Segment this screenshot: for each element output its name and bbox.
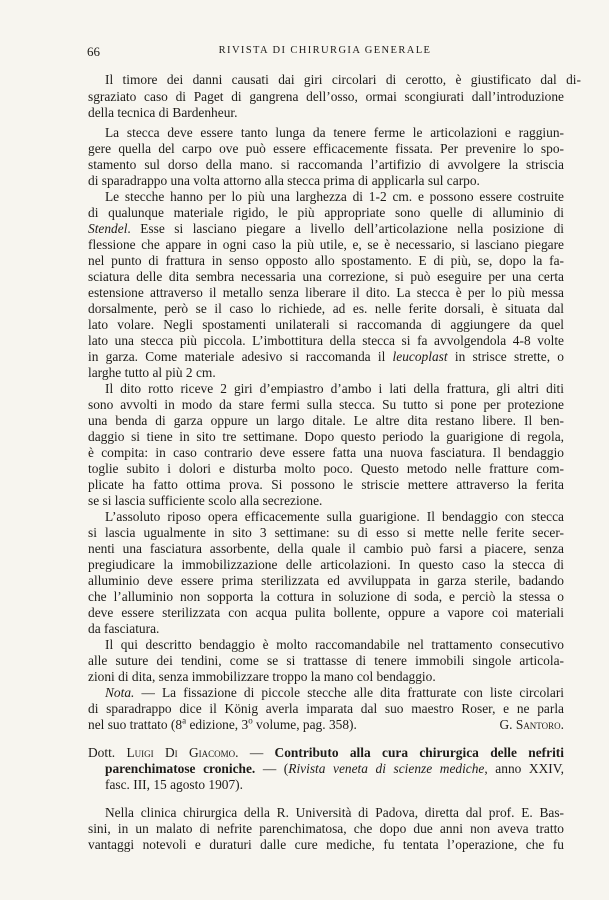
text-run: di sparadrappo una volta attorno alla stecca prima di applicarla sul carpo.: [88, 173, 480, 188]
text-run: Rivista veneta di scienze mediche: [288, 761, 485, 776]
text-run: lato volare. Negli spostamenti unilaterali si raccomanda di aggiungere da quel: [88, 317, 564, 332]
text-line: [88, 573, 564, 589]
text-run: Stendel: [88, 221, 128, 236]
text-run: volume, pag. 358).: [252, 717, 357, 732]
text-run: Dott.: [88, 745, 127, 760]
text-run: lato una stecca più piccola. L’imbottitura della stecca si fa avvolgendola 4-8 volte: [88, 333, 564, 348]
text-run: , anno XXIV,: [484, 761, 564, 776]
text-run: larghe tutto al più 2 cm.: [88, 365, 216, 380]
text-line: [88, 269, 564, 285]
text-line: [88, 621, 183, 637]
text-run: toglie subito i dolori e disturba molto poco. Questo metodo nelle fratture com-: [88, 461, 564, 476]
text-line: [88, 701, 564, 717]
text-line: [88, 349, 564, 365]
text-run: Nota.: [105, 685, 135, 700]
text-run: Luigi Di Giacomo: [126, 745, 236, 760]
text-line: [88, 493, 373, 509]
text-run: leucoplast: [392, 349, 448, 364]
text-run: di qualunque materiale rigido, le più appropriate sono quelle di alluminio di: [88, 205, 564, 220]
text-line: [105, 685, 564, 701]
text-line: [88, 589, 564, 605]
text-run: si lascia ugualmente in sito 3 settimane: su di esso si mette nelle ferite secer-: [88, 525, 564, 540]
text-line: [88, 141, 564, 157]
text-run: che l’alluminio non sopporta la cottura in soluzione di soda, e perciò la stessa o: [88, 589, 564, 604]
text-run: L’assoluto riposo opera efficacemente sulla guarigione. Il bendaggio con stecca: [105, 509, 564, 524]
text-line: [88, 605, 564, 621]
text-line: [88, 89, 564, 105]
text-run: plicate ha fatto ottima prova. Si possono le striscie mettere attraverso la ferita: [88, 477, 564, 492]
text-run: daggio si tiene in sito tre settimane. Dopo questo periodo la guarigione di regola,: [88, 429, 564, 444]
text-line: [88, 541, 564, 557]
text-run: gere quella del carpo ove può essere efficacemente fissata. Per prevenire lo spo-: [88, 141, 564, 156]
text-run: alluminio deve essere prima sterilizzata ed avviluppata in garza sterile, badando: [88, 573, 564, 588]
text-line: [105, 777, 345, 793]
text-run: Nella clinica chirurgica della R. Università di Padova, diretta dal prof. E. Bas-: [105, 805, 564, 820]
text-run: è compita: in caso contrario deve essere fatta una nuova fasciatura. Il bendaggio: [88, 445, 564, 460]
text-run: — La fissazione di piccole stecche alle dita fratturate con liste circolari: [134, 685, 564, 700]
signature: G. Santoro.: [499, 717, 564, 732]
text-run: . Esse si lasciano piegare a livello dell’articolazione nella posizione di: [127, 221, 564, 236]
text-line: [88, 429, 564, 445]
text-run: nel punto di frattura in senso opposto allo spostamento. E di più, se, dopo la fa-: [88, 253, 564, 268]
text-line: [105, 805, 564, 821]
text-line: [88, 301, 564, 317]
text-line: [88, 837, 564, 853]
text-run: nel suo trattato (8: [88, 717, 183, 732]
text-line: [88, 333, 564, 349]
text-line: [88, 221, 564, 237]
running-title: RIVISTA DI CHIRURGIA GENERALE: [218, 45, 432, 56]
text-run: da fasciatura.: [88, 621, 160, 636]
text-line: [88, 365, 240, 381]
text-line: [105, 761, 564, 777]
text-run: stamento sul dorso della mano. si raccomanda l’artifizio di avvolgere la striscia: [88, 157, 564, 172]
text-line: [88, 461, 564, 477]
text-run: vantaggi notevoli e duraturi dalle cure mediche, fu tentata l’operazione, che fu: [88, 837, 564, 852]
text-line: [88, 445, 564, 461]
text-line: [105, 72, 581, 88]
text-run: in garza. Come materiale adesivo si raccomanda il: [88, 349, 393, 364]
text-run: a: [182, 717, 187, 726]
text-run: o: [248, 717, 253, 726]
text-line: [88, 173, 534, 189]
text-run: Il timore dei danni causati dai giri circolari di cerotto, è giustificato dal di-: [105, 72, 581, 87]
text-line: [88, 105, 318, 121]
running-header: [87, 44, 563, 62]
text-run: della tecnica di Bardenheur.: [88, 105, 238, 120]
text-line: [88, 317, 564, 333]
text-run: flessione che appare in ogni caso la più utile, e, se è necessario, si lasciano piegare: [88, 237, 564, 252]
text-run: di sparadrappo dice il König averla imparata dal suo maestro Roser, e ne parla: [88, 701, 564, 716]
text-run: Le stecche hanno per lo più una larghezza di 1-2 cm. e possono essere costruite: [105, 189, 564, 204]
text-line: [88, 253, 564, 269]
text-line: [105, 189, 564, 205]
text-line: [88, 821, 564, 837]
text-line: [88, 477, 564, 493]
text-run: . —: [235, 745, 275, 760]
text-run: Contributo alla cura chirurgica delle nefriti: [274, 745, 564, 760]
text-line: [105, 509, 564, 525]
text-line: [88, 669, 478, 685]
text-line: [105, 381, 564, 397]
text-run: una benda di garza oppure un largo ditale. Le altre dita restano libere. Il ben-: [88, 413, 564, 428]
text-run: pregiudicare la immobilizzazione delle articolazioni. In questo caso la stecca di: [88, 557, 564, 572]
text-run: sgraziato caso di Paget di gangrena dell’osso, ormai scongiurati dall’introduzione: [88, 89, 564, 104]
text-line: [88, 653, 564, 669]
text-run: sciatura delle dita sembra necessaria una correzione, si può eseguire per una certa: [88, 269, 564, 284]
text-run: se si lascia sufficiente scolo alla secrezione.: [88, 493, 323, 508]
text-run: nenti una fasciatura assorbente, della quale il cambio può farsi a piacere, senza: [88, 541, 564, 556]
text-run: estensione attraverso il metallo senza liberare il dito. La stecca è per lo più messa: [88, 285, 564, 300]
text-run: deve essere sterilizzata con acqua pulita bollente, oppure a vapore coi materiali: [88, 605, 564, 620]
text-line: [88, 525, 564, 541]
page-number: 66: [87, 44, 100, 59]
text-run: zioni di dita, senza immobilizzare troppo la mano col bendaggio.: [88, 669, 436, 684]
text-line: [105, 125, 564, 141]
text-line: [88, 157, 564, 173]
text-run: sini, in un malato di nefrite parenchimatosa, che dopo due anni non aveva tratto: [88, 821, 564, 836]
text-line: [88, 397, 564, 413]
text-run: dorsalmente, però se il caso lo richiede, ad es. nelle ferite dorsali, è situata dal: [88, 301, 564, 316]
text-line: [88, 557, 564, 573]
text-run: Il dito rotto riceve 2 giri d’empiastro d’ambo i lati della frattura, gli altri diti: [105, 381, 564, 396]
text-run: Il qui descritto bendaggio è molto raccomandabile nel trattamento consecutivo: [105, 637, 564, 652]
text-run: La stecca deve essere tanto lunga da tenere ferme le articolazioni e raggiun-: [105, 125, 564, 140]
text-line: [88, 285, 564, 301]
text-run: in strisce strette, o: [447, 349, 564, 364]
text-line: [105, 637, 564, 653]
text-run: — (: [255, 761, 289, 776]
text-run: parenchimatose croniche.: [105, 761, 256, 776]
text-run: sono avvolti in modo da stare fermi sulla stecca. Su tutto si pone per protezione: [88, 397, 564, 412]
text-run: fasc. III, 15 agosto 1907).: [105, 777, 243, 792]
text-line: [88, 717, 564, 733]
text-line: [88, 413, 564, 429]
text-line: [88, 205, 564, 221]
text-run: edizione, 3: [186, 717, 249, 732]
text-line: [88, 745, 564, 761]
text-line: [88, 237, 564, 253]
text-run: alle suture dei tendini, come se si trattasse di tenere immobili singole articola-: [88, 653, 564, 668]
